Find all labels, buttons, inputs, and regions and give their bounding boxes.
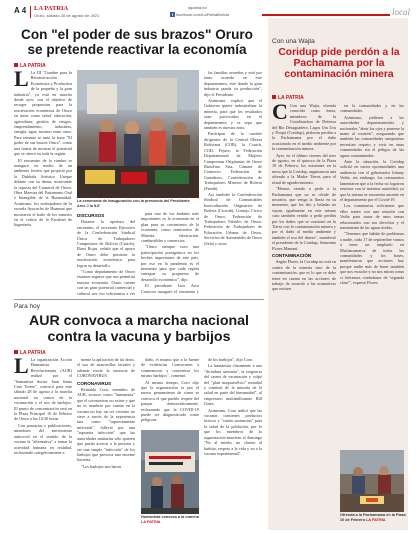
web-address[interactable]: lapatria.bo [188,5,207,10]
story2-headline: AUR convoca a marcha nacional contra la vacuna y barbijos [29,313,249,345]
story1-col3c-text: El presidente Luis Arce Catacora inauguró el encuentro y [141,283,199,294]
story2-photo [141,430,199,514]
story2-column-1 [14,357,72,527]
story1-col3b-text: "Oruro siempre tuvo una participación protagónica en los hechos importantes de este país, por eso en la pandemia es el momento para que cada región entregue su propuesta de desarrollo económico", dijo. [141,244,199,282]
sidebar-photo-credit: LA PATRIA [365,517,386,522]
story1-col1b-text: El encuentro de la cumbre se inauguró en medio de un ambiente festivo que propició por la Dubbala Artística Unique delante con su danza, mostrando la riqueza del Carnaval de Oruro, Obra Maestra del Patrimonio Oral e Intangible de la Humanidad. Asimismo, los embajadores de la escuela Ayacucho de Huanuni que mostraron el baile de los mineros en el colirio de la Facultad de Ingeniería. [14,157,72,228]
contaminacion-subhead: CONTAMINACIÓN [272,252,312,258]
sidebar-photo-caption [340,513,406,522]
story2-column-2 [77,357,135,527]
story1-col4d-text: Así también la Confederación Sindical de Comunidades Interculturales Originarios de Bolivia (Cscioib), Consejo Cívico de Oruro, Federación de Trabajadores Fabriles de Oruro, Federación de Trabajadores de Educación Urbana de Oruro, Servicios de Autoridades de Oruro (Sela) y otros. [204,191,262,246]
story1-col4c-text: Participan de la cumbre dirigentes de la Central Obrera Boliviana (COB), la Csutcb, COD, Fejuve, la Federación Departamental de Mujeres Campesinas Originarias de Oruro Bartolina Sisa, Cámara de Comercio, Federación de Ganaderos, Confederación de Trabajadores Mineros de Bolivia (Fsmtb). [204,131,262,191]
story2-caption-text: Humanista convoca a la marcha [141,515,199,519]
coronavirus-subhead: CORONAVIRUS [77,380,112,386]
sidebar-byline-bar [272,95,276,99]
story2-photo-credit: LA PATRIA [141,519,161,524]
story2-column-3 [141,357,199,427]
story1-photo [77,70,199,198]
sidebar-column-1 [272,103,336,525]
story1-headline: Con "el poder de sus brazos" Oruro se pretende reactivar la economía [21,27,253,57]
sidebar-col2e-text: "Tenemos que hablar de problemas a nadie, cada 17 de septiembre vamos a tener un ampliado en Machacamarca de todos las comunidades y los bases, manifestaron que acciones hay porque nadie más de buen también que nos escuche y no nos miran como si fuéramos ciudadanos de 'segunda clase'", expresó Flores. [340,231,404,285]
sidebar-column-2 [340,103,404,448]
story2-col3b-text: Al mismo tiempo, Coro dijo que la organización es por el nuevo pensamiento de cómo se convoca el que pueblo respete del parque democráticamente, rechazando que la COVID-19 puede ser diagnosticado como peligrosa. [141,379,199,423]
offering-photo-illustration [340,450,404,512]
dropcap: L [14,357,29,378]
date-line: Oruro, sábado 28 de agosto de 2021 [34,13,100,18]
story1-column-4 [204,70,262,295]
section-bar [262,14,390,16]
story2-byline: LA PATRIA [20,350,46,356]
story-divider [14,299,264,300]
sidebar-col1c-text: "Hemos venido a pedir a la Pachamama que no se olvide de nosotros, que venga la lluvia en su momento, que los frío y heladas no vayan, igualmente en este mismo caso también venido a pedir perdón por los daños que se ocasionó en la Tierra con la contaminación minera y por el daño al medio ambiente y también el uso del dinero", manifestó el presidente de la Coridup, Saturnino Flores Mamani. [272,186,336,251]
story2-byline-bar [14,350,18,354]
story1-byline: LA PATRIA [20,63,46,69]
story1-col4-text: las familias orureñas y está por tanto acuerdo en este departamento, este donde la gran industria pueda su producción", dijo el Presidente. [204,70,262,97]
story2-photo-caption [141,515,199,524]
sidebar-col2b-text: Asimismo, pidieron a las autoridades departamentales y nacionales "abrir los ojos y ponerse la mano al corazón", asegurando que también las comunidades campesinas necesitan respeto y vivir en unas comunidades sin el peligro de las aguas contaminadas. [340,114,404,158]
dropcap: L [14,70,29,91]
story2-col1b-text: Con pancartas y publicaciones, miembros del movimiento anticovid en el sentido de la vacuna la "alternativa" a tomar la actividad humana en realidad, rechazando categóricamente a [14,422,72,455]
story1-col2-text: Durante la apertura del encuentro, el secretario Ejecutivo de la Confederación Sindical Única de Trabajadores Campesinos de Bolivia (Csutcb), Ebert Rojas, señaló que el apoyo de Oruro debe priorizar la reactivación económica para lograr su desarrollo. [77,219,135,268]
story2-column-4 [204,357,262,527]
story1-column-2 [77,211,135,295]
story2-col2-text: mente la aplicación de las dosis, el uso de mascarillas faciales y además existe la ausencia de CORONAVIRUS. [77,357,135,379]
story1-column-3 [141,211,199,295]
story1-column-1 [14,70,72,295]
story1-byline-bar [14,63,18,67]
sidebar-col1d-text: Según Flores, la Coridup no está en contra de la minería sino de la contaminación, que es lo que se debe tener en cuenta en las acciones de trabajo de acuerdo a las normativas que existen [272,259,336,292]
sidebar-caption-text: Ofrenda a la Pachamama en la Plaza 10 de Febrero [340,513,406,522]
story1-col2b-text: "Como departamento de Oruro estamos seguros que nos permitirá nuestra economía. Oruro cuenta con un gran potencial comercial y cultural, por eso solicitamos a ver [77,269,135,295]
sidebar-col2d-text: Los comunarios solicitaron que ellos traten con una reunión con Vedia para tratar de unos temas relacionados con sus derechos y el tratamiento de las aguas ácidas. [340,203,404,230]
sidebar-kicker: Con una Wajta [272,38,315,45]
sidebar-col2-text: en la comunidades y en las comunidades. [340,103,404,114]
sidebar-col1-text: Con una Wajta, ofrenda conocida como mesa, miembros de la Coordinadora de Defensa del Río Desaguadero, Lagos Uru Uru y Poopó (Coridup), pidieron perdón a la Pachamama por el daño ocasionado en el medio ambiente por la contaminación minera. [272,103,336,152]
discursos-subhead: DISCURSOS [77,213,105,218]
facebook-text: facebook.com/LaPatriaBolivia [176,12,229,17]
story1-col4b-text: Asimismo, explicó que el Gobierno quiere industrializar la minería, para que los resultados sean provocados en el departamento y se sepa que también es nuestra zona. [204,98,262,131]
story2-kicker: Para hoy [14,303,41,310]
ceremony-photo-illustration [77,70,199,198]
sidebar-col1b-text: Ayer, en el último viernes del mes de agosto, en el quiosco de la Plaza 10 de Febrero, los asistentes en la mesa que la Coridup, organizaron una ofrenda a la Madre Tierra, para el ritual de agradecimiento. [272,152,336,185]
dropcap: C [272,103,288,124]
story2-col4c-text: Asimismo, Coro indicó que las vacunas contienen productos tóxicos y "cuatro sustancias" para la salud de la población, por lo que los miembros de la organización marchan el domingo "No al miedo, no chance al barbijo, respeto a la vida y no a la vacuna experimental". [204,407,262,456]
story2-col4b-text: La humanista claramente a una "dictadura sanitaria", la exigencia del carnet de vacunación y culpó del "plan maquiavélico" mundial y criminal de la minoría de la salud en parte del humanidad", al empresario multimillonario Bill Gates. [204,363,262,407]
story2-col2b-text: Reinaldo Coro, miembro de AUR, sostuvo como "humanista" que el coronavirus no existe y que no es nombrar por cuanto en la vacuna no hay un ser viviente no sirve a través de la experiencia una como "supuestamente infectada", falleció por una "supuesta infección" que las autoridades sanitarias sólo quieren que pueda acercar a la persona y ser una simple "infección" de los barbijos que provoca una enorme bacteria. [77,387,135,463]
sidebar-photo [340,450,404,512]
story1-col1-text: La III "Cumbre para la Reconstrucción Económica y Productiva de la pequeña y la gran industria", ya está en marcha desde ayer, con el objetivo de recoger propuestas para la reactivación económica de Oruro en áreas como salud, educación, agricultura, gestión de riesgos, emprendimiento, industrias, energía, agua, turismo entre otros. Para rematar se unió la frase "El poder de sus brazos Oruro", como una forma de mostrar el potencial que se ofrece en toda la región. [14,70,72,157]
page-number: A 4 [14,6,27,15]
story2-col4-text: de los barbijos", dijo Coro. [208,357,254,362]
facebook-link[interactable] [170,12,229,17]
story1-col3-text: para uno de los ámbitos más importantes es la economía en el plan para su crecimiento de la economía, como ministerios de Minería, fabricación, combustibles y comercios. [141,211,199,244]
facebook-icon: f [171,12,174,18]
story2-col3-text: daño, el mismo que a la fuente de evidencias Convocaron a conmemorar y concentrar los mismo barbijos", comentó. [141,357,199,379]
sidebar-byline: LA PATRIA [278,95,304,101]
story2-col2c-text: "Los barbijos nos hacen [81,463,122,469]
paper-name: LA PATRIA [34,5,69,12]
story1-photo-caption: La ceremonia de inauguración con la presencia del Presidente Arce J la ILE [77,199,190,208]
sidebar-headline: Coridup pide perdón a la Pachamama por la contaminación minera [278,47,400,81]
protest-photo-illustration [141,430,199,514]
story2-col1-text: La organización Acción Humanista Revolucionaria (AUR) realizó por el "humanista doctor Juan Santa Cruz Torrez", convocó para este sábado 28 de agosto a la marcha nacional en contra de la vacunación y el uso de barbijos. El punto de concentración será en la Plaza Principal 10 de Febrero de Oruro a las 10:30 horas. [14,357,72,422]
sidebar-col2c-text: Ante la situación, la Coridup solicitó en varios oportunidades una audiencia con el gobernador Johnny Vedia, sin embargo, los comunarios lamentaron que a la fecha no lograron reunirse con la máxima autoridad, ya que la misma se encuentra ausente en el departamento por el Covid-19. [340,159,404,202]
section-label: local [392,7,410,17]
header-divider [30,6,31,18]
